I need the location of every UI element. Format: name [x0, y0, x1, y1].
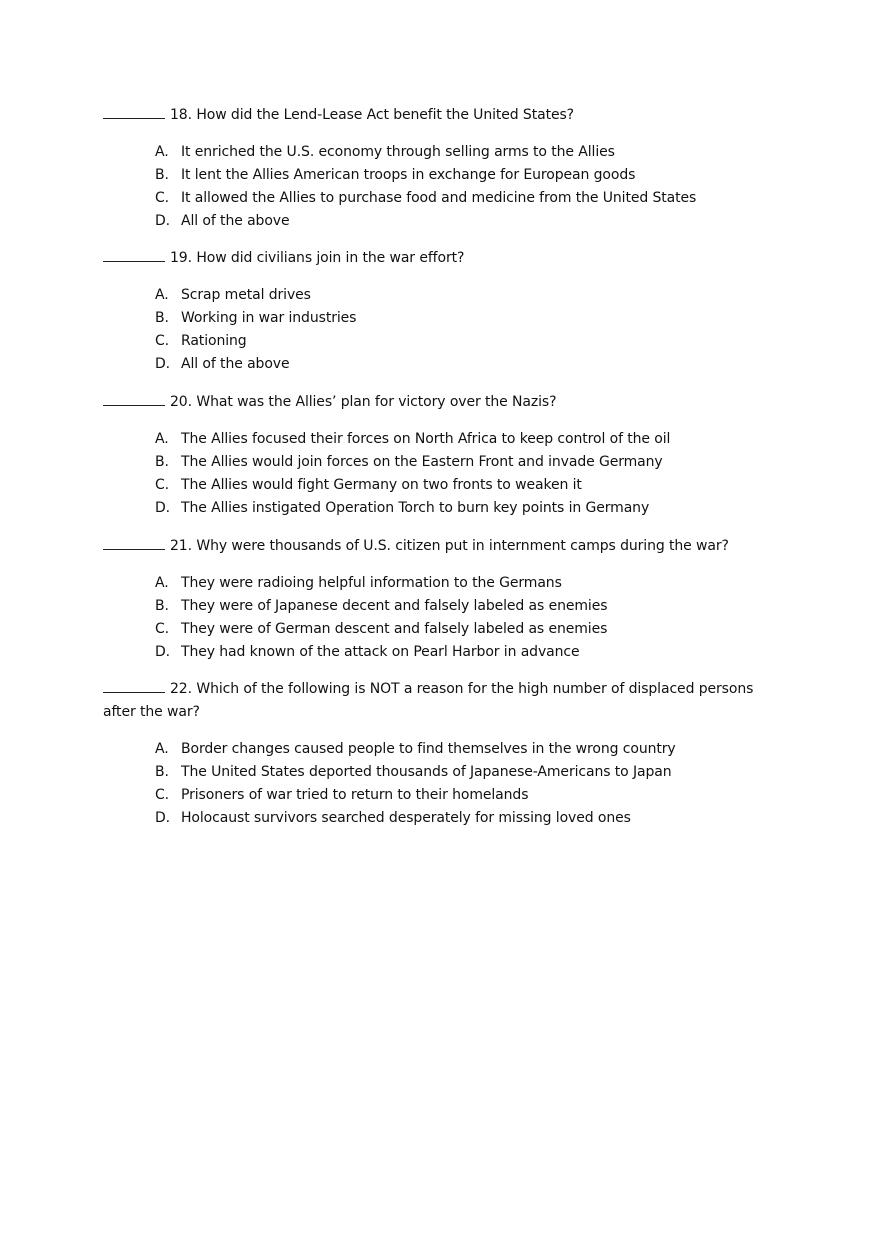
option-text: The Allies instigated Operation Torch to burn key points in Germany — [181, 500, 650, 516]
answer-option — [103, 595, 763, 618]
option-letter: A. — [155, 575, 169, 591]
option-text: Working in war industries — [181, 310, 357, 326]
question-prompt — [103, 246, 763, 270]
answer-options — [103, 572, 763, 664]
question-prompt — [103, 534, 763, 558]
answer-option — [103, 307, 763, 330]
option-letter: D. — [155, 500, 171, 516]
answer-option — [103, 284, 763, 307]
option-text: They were radioing helpful information to the Germans — [181, 575, 562, 591]
option-text: All of the above — [181, 213, 290, 229]
option-letter: C. — [155, 190, 170, 206]
answer-options — [103, 428, 763, 520]
option-letter: B. — [155, 764, 169, 780]
answer-option — [103, 784, 763, 807]
answer-option — [103, 187, 763, 210]
option-letter: A. — [155, 741, 169, 757]
answer-option — [103, 141, 763, 164]
answer-option — [103, 474, 763, 497]
question-19 — [103, 246, 763, 376]
question-prompt — [103, 677, 763, 724]
option-text: The Allies would fight Germany on two fronts to weaken it — [181, 477, 582, 493]
answer-option — [103, 738, 763, 761]
option-text: It enriched the U.S. economy through selling arms to the Allies — [181, 144, 615, 160]
option-text: The Allies would join forces on the Eastern Front and invade Germany — [181, 454, 663, 470]
answer-option — [103, 330, 763, 353]
option-text: Scrap metal drives — [181, 287, 311, 303]
question-text: Which of the following is NOT a reason for the high number of displaced persons after the war? — [103, 681, 754, 720]
option-letter: D. — [155, 810, 171, 826]
question-21 — [103, 534, 763, 664]
option-text: Rationing — [181, 333, 247, 349]
option-letter: A. — [155, 431, 169, 447]
option-text: It lent the Allies American troops in exchange for European goods — [181, 167, 636, 183]
question-number: 19. — [170, 250, 192, 266]
answer-option — [103, 428, 763, 451]
answer-option — [103, 210, 763, 233]
option-text: They had known of the attack on Pearl Harbor in advance — [181, 644, 580, 660]
answer-options — [103, 284, 763, 376]
answer-option — [103, 497, 763, 520]
question-22 — [103, 677, 763, 830]
question-number: 21. — [170, 538, 192, 554]
question-18 — [103, 103, 763, 233]
answer-option — [103, 641, 763, 664]
option-letter: A. — [155, 144, 169, 160]
question-text: Why were thousands of U.S. citizen put in internment camps during the war? — [196, 538, 729, 554]
option-letter: C. — [155, 477, 170, 493]
option-letter: C. — [155, 333, 170, 349]
answer-option — [103, 618, 763, 641]
answer-blank[interactable] — [103, 103, 165, 119]
option-letter: D. — [155, 644, 171, 660]
option-text: Holocaust survivors searched desperately for missing loved ones — [181, 810, 631, 826]
answer-blank[interactable] — [103, 534, 165, 550]
question-prompt — [103, 103, 763, 127]
question-text: What was the Allies’ plan for victory over the Nazis? — [196, 394, 557, 410]
option-text: The United States deported thousands of Japanese-Americans to Japan — [181, 764, 672, 780]
option-text: They were of Japanese decent and falsely labeled as enemies — [181, 598, 608, 614]
question-number: 22. — [170, 681, 192, 697]
option-text: They were of German descent and falsely labeled as enemies — [181, 621, 608, 637]
answer-options — [103, 141, 763, 233]
answer-option — [103, 807, 763, 830]
question-text: How did civilians join in the war effort? — [196, 250, 465, 266]
question-20 — [103, 390, 763, 520]
option-letter: B. — [155, 167, 169, 183]
option-letter: C. — [155, 621, 170, 637]
answer-blank[interactable] — [103, 390, 165, 406]
option-text: The Allies focused their forces on North Africa to keep control of the oil — [181, 431, 671, 447]
option-letter: B. — [155, 454, 169, 470]
answer-blank[interactable] — [103, 677, 165, 693]
answer-options — [103, 738, 763, 830]
option-text: All of the above — [181, 356, 290, 372]
option-letter: B. — [155, 598, 169, 614]
question-text: How did the Lend-Lease Act benefit the United States? — [196, 107, 575, 123]
option-letter: B. — [155, 310, 169, 326]
option-letter: A. — [155, 287, 169, 303]
answer-option — [103, 761, 763, 784]
answer-option — [103, 572, 763, 595]
option-text: Prisoners of war tried to return to their homelands — [181, 787, 529, 803]
option-letter: C. — [155, 787, 170, 803]
option-letter: D. — [155, 213, 171, 229]
answer-option — [103, 164, 763, 187]
option-text: It allowed the Allies to purchase food and medicine from the United States — [181, 190, 697, 206]
question-number: 18. — [170, 107, 192, 123]
answer-blank[interactable] — [103, 246, 165, 262]
question-prompt — [103, 390, 763, 414]
answer-option — [103, 451, 763, 474]
question-number: 20. — [170, 394, 192, 410]
option-letter: D. — [155, 356, 171, 372]
answer-option — [103, 353, 763, 376]
option-text: Border changes caused people to find themselves in the wrong country — [181, 741, 676, 757]
